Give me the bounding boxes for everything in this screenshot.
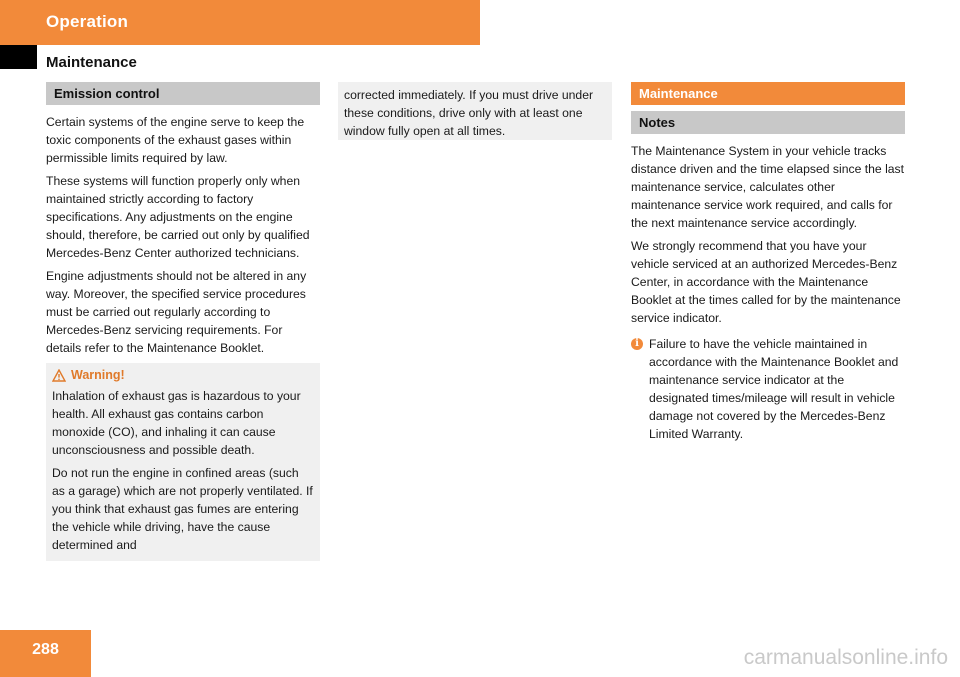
page-number: 288 (32, 641, 59, 658)
maintenance-heading: Maintenance (631, 82, 905, 105)
column-maintenance (631, 82, 905, 448)
emission-control-body (46, 113, 320, 357)
section-title: Maintenance (46, 54, 137, 71)
page-number-box (0, 630, 91, 677)
column-emission-control (46, 82, 320, 561)
paragraph: The Maintenance System in your vehicle tracks distance driven and the time elapsed since the last maintenance service, calculates other maintenance service work required, and calls for the next maintenance service accordingly. (631, 144, 905, 230)
emission-control-heading: Emission control (46, 82, 320, 105)
paragraph: Certain systems of the engine serve to keep the toxic components of the exhaust gases within permissible limits required by law. (46, 115, 305, 165)
info-note (631, 335, 905, 448)
warning-triangle-icon (52, 369, 66, 382)
warning-paragraph: Do not run the engine in confined areas (such as a garage) which are not properly ventilated. If you think that exhaust gas fumes are entering the vehicle while driving, have the cause determined and (52, 466, 313, 552)
info-icon: i (631, 338, 643, 350)
paragraph: Engine adjustments should not be altered in any way. Moreover, the specified service procedures must be carried out regularly according to Mercedes-Benz servicing requirements. For details refer to the Maintenance Booklet. (46, 269, 307, 355)
warning-box (46, 363, 320, 561)
chapter-title: Operation (46, 12, 129, 31)
warning-paragraph: Inhalation of exhaust gas is hazardous to your health. All exhaust gas contains carbon monoxide (CO), and inhaling it can cause unconsciousness and possible death. (52, 389, 301, 457)
info-note-text: Failure to have the vehicle maintained in accordance with the Maintenance Booklet and maintenance service indicator at the designated times/mileage will result in vehicle damage not covered by the Mercedes-Benz Limited Warranty. (649, 337, 899, 441)
warning-box-continued (338, 82, 612, 140)
notes-heading: Notes (631, 111, 905, 134)
warning-continuation: corrected immediately. If you must drive under these conditions, drive only with at least one window fully open at all times. (344, 88, 594, 138)
warning-heading (52, 366, 314, 384)
watermark: carmanualsonline.info (743, 646, 948, 669)
section-marker (0, 45, 37, 69)
warning-title: Warning! (71, 368, 125, 382)
paragraph: We strongly recommend that you have your vehicle serviced at an authorized Mercedes-Benz Center, in accordance with the Maintenance Booklet at the times called for by the maintenance service indicator. (631, 239, 901, 325)
column-warning-continued (338, 82, 612, 145)
paragraph: These systems will function properly only when maintained strictly according to factory specifications. Any adjustments on the engine should, therefore, be carried out only by qualified Mercedes-Benz Center authorized technicians. (46, 174, 310, 260)
maintenance-body (631, 142, 905, 448)
header-bar (0, 0, 480, 45)
